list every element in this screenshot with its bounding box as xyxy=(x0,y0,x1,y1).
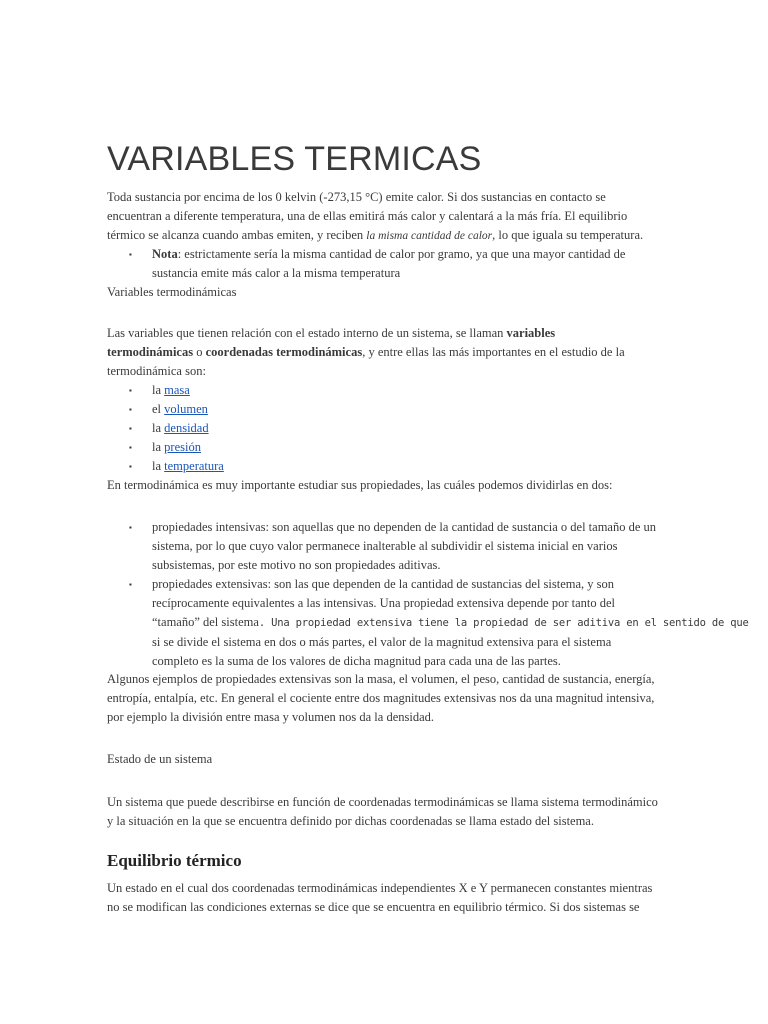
bold-term: termodinámicas xyxy=(107,345,194,359)
link-presion[interactable]: presión xyxy=(164,440,201,454)
article-text: la xyxy=(152,383,165,397)
state-paragraph xyxy=(107,793,667,831)
page-title: VARIABLES TERMICAS xyxy=(107,140,482,178)
paragraph-text: o xyxy=(193,345,206,359)
link-masa[interactable]: masa xyxy=(164,383,190,397)
paragraph-text: , y entre ellas las más importantes en el estudio de la xyxy=(362,345,625,359)
properties-list xyxy=(107,518,749,671)
section-label-text: Variables termodinámicas xyxy=(107,285,237,299)
note-line xyxy=(152,245,667,264)
intro-text: , lo que iguala su temperatura. xyxy=(492,228,644,242)
bullet-icon: ▪ xyxy=(129,250,132,259)
note-line: sustancia emite más calor a la misma temperatura xyxy=(152,266,401,280)
bullet-icon: ▪ xyxy=(129,580,132,589)
properties-intro xyxy=(107,476,667,495)
paragraph-line: En termodinámica es muy importante estudiar sus propiedades, las cuáles podemos dividirlas en dos: xyxy=(107,478,613,492)
paragraph-line: Un sistema que puede describirse en función de coordenadas termodinámicas se llama sistema termodinámico xyxy=(107,795,658,809)
paragraph-line: termodinámica son: xyxy=(107,364,206,378)
link-volumen[interactable]: volumen xyxy=(164,402,208,416)
bullet-icon: ▪ xyxy=(129,405,132,414)
list-item-extensive xyxy=(107,575,749,671)
list-line xyxy=(152,613,749,633)
list-item-intensive xyxy=(107,518,667,575)
paragraph-line xyxy=(107,343,667,362)
intro-paragraph xyxy=(107,188,667,246)
list-line: propiedades intensivas: son aquellas que no dependen de la cantidad de sustancia o del tamaño de un xyxy=(152,520,657,534)
paragraph-line: Un estado en el cual dos coordenadas termodinámicas independientes X e Y permanecen constantes mientras xyxy=(107,881,653,895)
paragraph-line: por ejemplo la división entre masa y volumen nos da la densidad. xyxy=(107,710,435,724)
bullet-icon: ▪ xyxy=(129,523,132,532)
list-line: sistema, por lo que cuyo valor permanece inalterable al subdividir el sistema inicial en varios xyxy=(152,539,618,553)
paragraph-line: no se modifican las condiciones externas se dice que se encuentra en equilibrio térmico. Si dos sistemas se xyxy=(107,900,640,914)
paragraph-text: Las variables que tienen relación con el estado interno de un sistema, se llaman xyxy=(107,326,507,340)
list-line: subsistemas, por este motivo no son propiedades aditivas. xyxy=(152,558,441,572)
list-item xyxy=(107,457,667,476)
list-text-mono: . Una propiedad extensiva tiene la propiedad de ser aditiva en el sentido de que xyxy=(258,617,749,629)
variables-paragraph xyxy=(107,324,667,381)
list-line: si se divide el sistema en dos o más partes, el valor de la magnitud extensiva para el sistema xyxy=(152,635,612,649)
article-text: la xyxy=(152,421,165,435)
note-list xyxy=(107,245,667,283)
bullet-icon: ▪ xyxy=(129,386,132,395)
examples-paragraph xyxy=(107,670,667,727)
section-label-variables xyxy=(107,283,667,302)
variables-list xyxy=(107,381,667,476)
intro-line: Toda sustancia por encima de los 0 kelvin (-273,15 °C) emite calor. Si dos sustancias en contacto se xyxy=(107,190,606,204)
list-item xyxy=(107,245,667,283)
bold-term: coordenadas termodinámicas xyxy=(205,345,363,359)
equilibrium-paragraph xyxy=(107,879,667,917)
section-label-text: Estado de un sistema xyxy=(107,752,213,766)
note-label: Nota xyxy=(152,247,178,261)
article-text: la xyxy=(152,459,165,473)
link-temperatura[interactable]: temperatura xyxy=(164,459,224,473)
article-text: la xyxy=(152,440,165,454)
list-line: completo es la suma de los valores de dicha magnitud para cada una de las partes. xyxy=(152,654,561,668)
intro-line xyxy=(107,226,667,246)
list-text: “tamaño” del sistema xyxy=(152,615,259,629)
heading-equilibrio: Equilibrio térmico xyxy=(107,851,242,870)
paragraph-line xyxy=(107,324,667,343)
list-line: recíprocamente equivalentes a las intensivas. Una propiedad extensiva depende por tanto del xyxy=(152,596,616,610)
bullet-icon: ▪ xyxy=(129,462,132,471)
article-text: el xyxy=(152,402,165,416)
section-label-state xyxy=(107,750,667,769)
bold-term: variables xyxy=(506,326,556,340)
intro-italic-text: la misma cantidad de calor xyxy=(366,230,493,242)
note-text: : estrictamente sería la misma cantidad de calor por gramo, ya que una mayor cantidad de xyxy=(177,247,626,261)
paragraph-line: y la situación en la que se encuentra definido por dichas coordenadas se llama estado del sistema. xyxy=(107,814,594,828)
bullet-icon: ▪ xyxy=(129,443,132,452)
paragraph-line: entropía, entalpía, etc. En general el cociente entre dos magnitudes extensivas nos da una magnitud intensiva, xyxy=(107,691,655,705)
list-line: propiedades extensivas: son las que dependen de la cantidad de sustancias del sistema, y son xyxy=(152,577,615,591)
list-item xyxy=(107,381,667,400)
intro-line: encuentran a diferente temperatura, una de ellas emitirá más calor y calentará a la más fría. El equilibrio xyxy=(107,209,628,223)
bullet-icon: ▪ xyxy=(129,424,132,433)
list-item xyxy=(107,400,667,419)
link-densidad[interactable]: densidad xyxy=(164,421,209,435)
list-item xyxy=(107,438,667,457)
paragraph-line: Algunos ejemplos de propiedades extensivas son la masa, el volumen, el peso, cantidad de sustancia, energía, xyxy=(107,672,655,686)
intro-text: térmico se alcanza cuando ambas emiten, y reciben xyxy=(107,228,367,242)
list-item xyxy=(107,419,667,438)
